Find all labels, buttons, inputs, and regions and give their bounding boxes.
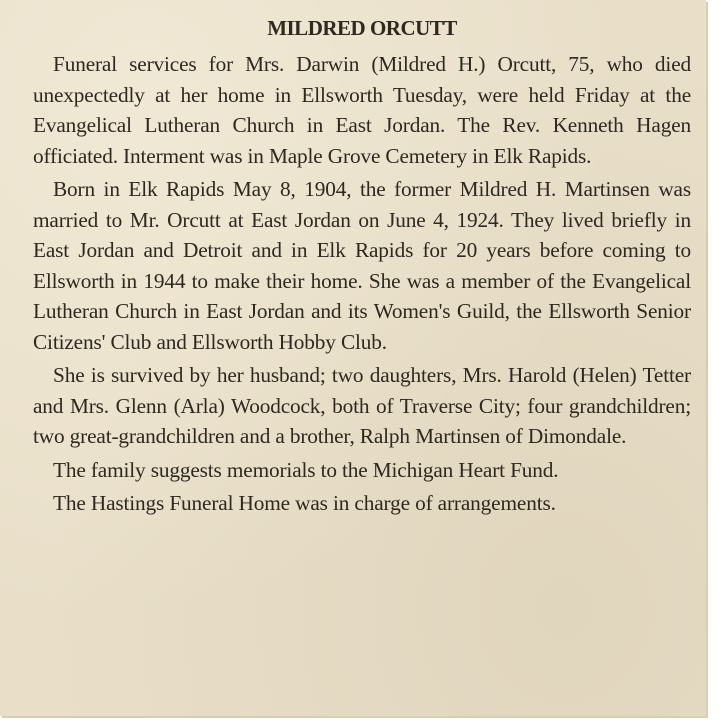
obituary-article — [33, 15, 691, 522]
paragraph-biography: Born in Elk Rapids May 8, 1904, the former Mildred H. Martinsen was married to Mr. Orcutt at East Jordan on June 4, 1924. They lived briefly in East Jordan and Detroit and in Elk Rapids for 20 years before coming to Ellsworth in 1944 to make their home. She was a member of the Evangelical Lutheran Church in East Jordan and its Women's Guild, the Ellsworth Senior Citizens' Club and Ellsworth Hobby Club. — [33, 177, 691, 354]
paragraph-services: Funeral services for Mrs. Darwin (Mildred H.) Orcutt, 75, who died unexpectedly at her home in Ellsworth Tuesday, were held Friday at the Evangelical Lutheran Church in East Jordan. The Rev. Kenneth Hagen officiated. Interment was in Maple Grove Cemetery in Elk Rapids. — [33, 52, 691, 168]
headline: MILDRED ORCUTT — [267, 16, 457, 40]
paragraph-survivors: She is survived by her husband; two daughters, Mrs. Harold (Helen) Tetter and Mrs. Glenn (Arla) Woodcock, both of Traverse City; four grandchildren; two great-grandchildren and a brother, Ralph Martinsen of Dimondale. — [33, 363, 691, 448]
paragraph-memorials: The family suggests memorials to the Michigan Heart Fund. — [53, 457, 559, 482]
paragraph-arrangements: The Hastings Funeral Home was in charge of arrangements. — [53, 491, 556, 515]
